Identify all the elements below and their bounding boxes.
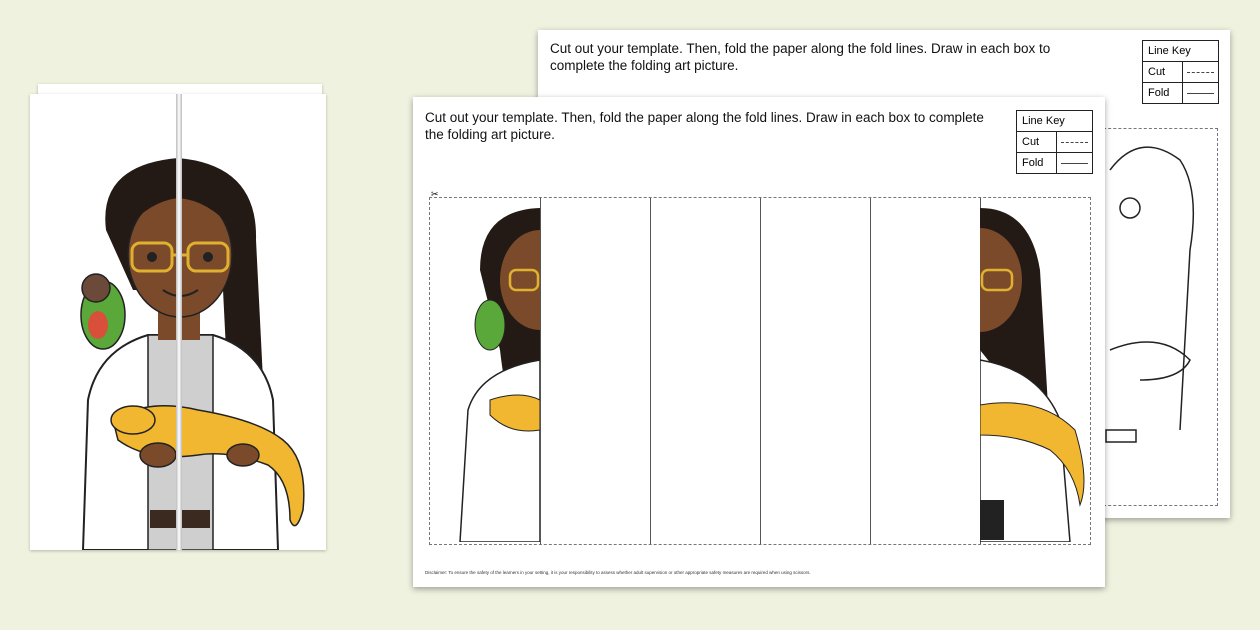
fold-crease [176, 94, 182, 550]
folded-art-preview [28, 80, 328, 550]
line-key-fold-label: Fold [1017, 153, 1057, 173]
coloring-outline-illustration [1100, 130, 1216, 502]
line-key [1016, 110, 1093, 174]
template-sheet-front [413, 97, 1105, 587]
fold-line [760, 198, 761, 544]
fold-line [650, 198, 651, 544]
line-key-title: Line Key [1143, 41, 1218, 62]
line-key-title: Line Key [1017, 111, 1092, 132]
instructions-text: Cut out your template. Then, fold the paper along the fold lines. Draw in each box to complete the folding art picture. [425, 110, 984, 142]
fold-line [870, 198, 871, 544]
scientist-right-half [980, 200, 1088, 542]
line-key-fold-label: Fold [1143, 83, 1183, 103]
drawing-boxes [540, 198, 980, 544]
instructions-text: Cut out your template. Then, fold the paper along the fold lines. Draw in each box to complete the folding art picture. [550, 41, 1051, 73]
cut-area [429, 197, 1091, 545]
scissors-icon: ✂ [431, 189, 439, 199]
line-key-cut-label: Cut [1017, 132, 1057, 152]
scientist-left-half [450, 200, 540, 542]
fold-line [540, 198, 541, 544]
disclaimer-text: Disclaimer: To ensure the safety of the learners in your setting, it is your responsibility to assess whether adult supervision or other appropriate safety measures are required when using scissors. [425, 570, 811, 575]
line-key [1142, 40, 1219, 104]
line-key-cut-label: Cut [1143, 62, 1183, 82]
